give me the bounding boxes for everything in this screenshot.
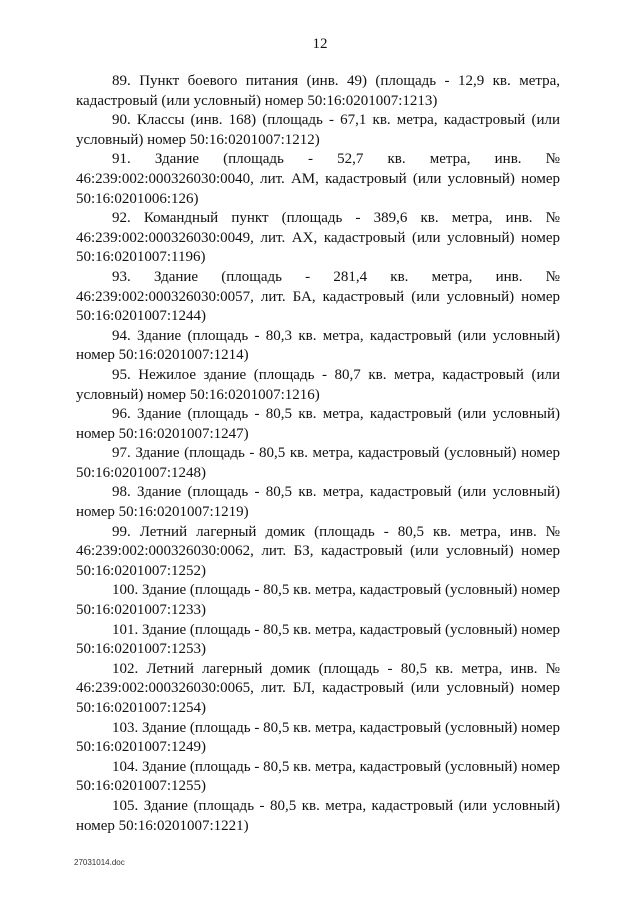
- list-item: 101. Здание (площадь - 80,5 кв. метра, кадастровый (условный) номер 50:16:0201007:1253): [76, 621, 560, 658]
- list-item: 94. Здание (площадь - 80,3 кв. метра, кадастровый (или условный) номер 50:16:0201007:1214): [76, 327, 560, 364]
- document-body: [76, 72, 560, 836]
- list-item: 103. Здание (площадь - 80,5 кв. метра, кадастровый (условный) номер 50:16:0201007:1249): [76, 719, 560, 756]
- list-item: 90. Классы (инв. 168) (площадь - 67,1 кв. метра, кадастровый (или условный) номер 50:16:0201007:1212): [76, 112, 560, 148]
- list-item: 92. Командный пункт (площадь - 389,6 кв. метра, инв. № 46:239:002:000326030:0049, лит. АХ, кадастровый (или условный) номер 50:16:0201007:1196): [76, 210, 560, 266]
- list-item: 104. Здание (площадь - 80,5 кв. метра, кадастровый (условный) номер 50:16:0201007:1255): [76, 758, 560, 795]
- footer-filename: 27031014.doc: [74, 858, 125, 867]
- list-item: 95. Нежилое здание (площадь - 80,7 кв. метра, кадастровый (или условный) номер 50:16:0201007:1216): [76, 366, 560, 403]
- list-item: 89. Пункт боевого питания (инв. 49) (площадь - 12,9 кв. метра, кадастровый (или условный) номер 50:16:0201007:1213): [76, 73, 560, 109]
- list-item: 102. Летний лагерный домик (площадь - 80,5 кв. метра, инв. № 46:239:002:000326030:0065, лит. БЛ, кадастровый (или условный) номер 50:16:0201007:1254): [76, 660, 560, 716]
- list-item: 93. Здание (площадь - 281,4 кв. метра, инв. № 46:239:002:000326030:0057, лит. БА, кадастровый (или условный) номер 50:16:0201007:1244): [76, 268, 560, 325]
- list-item: 97. Здание (площадь - 80,5 кв. метра, кадастровый (условный) номер 50:16:0201007:1248): [76, 445, 560, 481]
- page-number: 12: [312, 36, 328, 52]
- list-item: 96. Здание (площадь - 80,5 кв. метра, кадастровый (или условный) номер 50:16:0201007:1247): [76, 406, 560, 442]
- list-item: 105. Здание (площадь - 80,5 кв. метра, кадастровый (или условный) номер 50:16:0201007:1221): [76, 797, 560, 834]
- list-item: 91. Здание (площадь - 52,7 кв. метра, инв. № 46:239:002:000326030:0040, лит. АМ, кадастровый (или условный) номер 50:16:0201006:126): [76, 151, 560, 207]
- list-item: 99. Летний лагерный домик (площадь - 80,5 кв. метра, инв. № 46:239:002:000326030:0062, лит. БЗ, кадастровый (или условный) номер 50:16:0201007:1252): [76, 523, 560, 579]
- list-item: 98. Здание (площадь - 80,5 кв. метра, кадастровый (или условный) номер 50:16:0201007:1219): [76, 484, 560, 521]
- list-item: 100. Здание (площадь - 80,5 кв. метра, кадастровый (условный) номер 50:16:0201007:1233): [76, 582, 560, 619]
